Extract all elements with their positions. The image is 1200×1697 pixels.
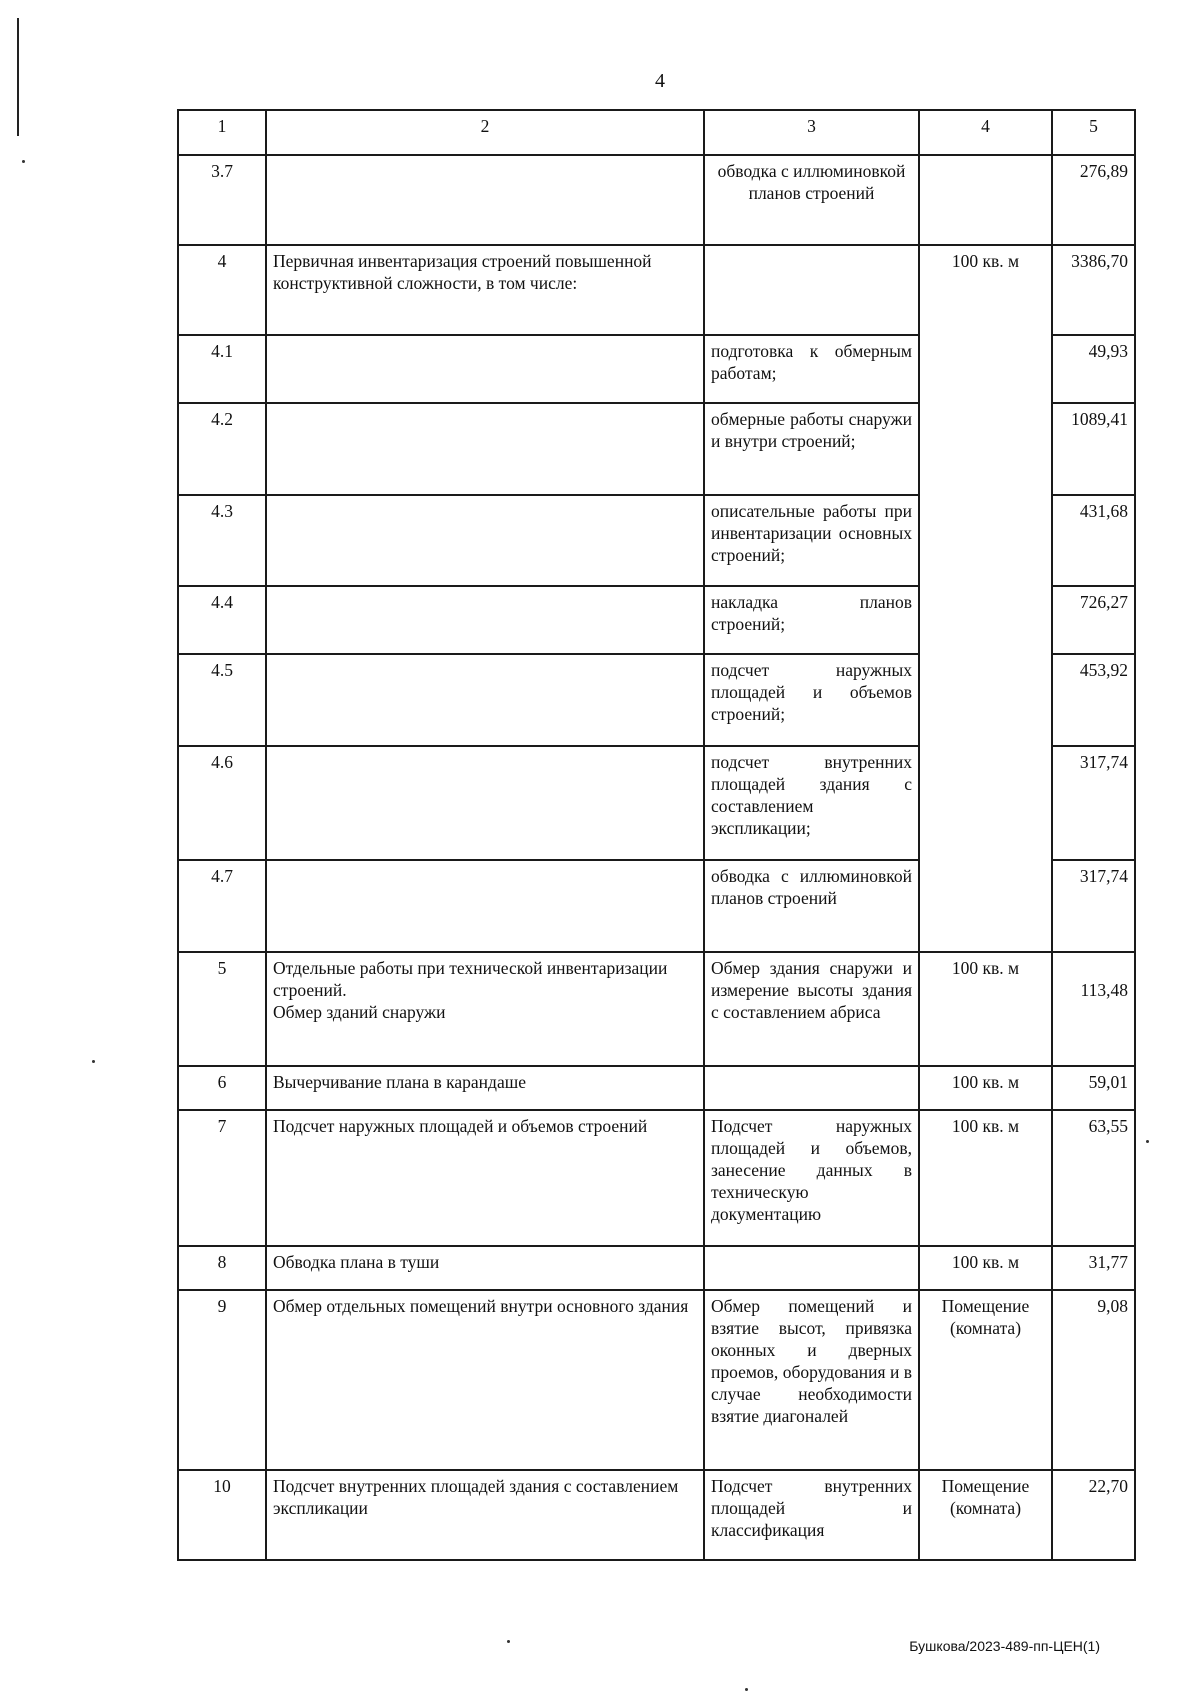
row-price: 113,48 (1052, 952, 1135, 1066)
row-name (266, 860, 704, 952)
row-number: 10 (178, 1470, 266, 1560)
row-price: 431,68 (1052, 495, 1135, 586)
row-price: 31,77 (1052, 1246, 1135, 1290)
row-name (266, 654, 704, 746)
row-number: 4.7 (178, 860, 266, 952)
scan-speck (745, 1688, 748, 1691)
column-header: 5 (1052, 110, 1135, 155)
row-unit: 100 кв. м (919, 1066, 1052, 1110)
table-row (178, 245, 1135, 335)
scan-speck (1146, 1140, 1149, 1143)
row-name (266, 746, 704, 860)
row-name-line: Обмер зданий снаружи (273, 1002, 446, 1022)
row-work: Обмер помещений и взятие высот, привязка оконных и дверных проемов, оборудования и в случае необходимости взятие диагоналей (704, 1290, 919, 1470)
row-price: 3386,70 (1052, 245, 1135, 335)
column-header: 3 (704, 110, 919, 155)
table-row (178, 1470, 1135, 1560)
row-number: 4.3 (178, 495, 266, 586)
row-number: 4.4 (178, 586, 266, 654)
row-number: 3.7 (178, 155, 266, 245)
row-work (704, 1246, 919, 1290)
row-work: подготовка к обмерным работам; (704, 335, 919, 403)
row-work: Подсчет наружных площадей и объемов, занесение данных в техническую документацию (704, 1110, 919, 1246)
table-row (178, 1110, 1135, 1246)
row-name: Подсчет внутренних площадей здания с составлением экспликации (266, 1470, 704, 1560)
row-name: Обмер отдельных помещений внутри основного здания (266, 1290, 704, 1470)
scan-speck (22, 160, 25, 163)
table-row (178, 1290, 1135, 1470)
row-name (266, 403, 704, 495)
row-work: накладка планов строений; (704, 586, 919, 654)
row-unit: Помещение (комната) (919, 1470, 1052, 1560)
row-price: 317,74 (1052, 746, 1135, 860)
row-number: 4.6 (178, 746, 266, 860)
row-name: Обводка плана в туши (266, 1246, 704, 1290)
row-number: 4 (178, 245, 266, 335)
row-name: Первичная инвентаризация строений повышенной конструктивной сложности, в том числе: (266, 245, 704, 335)
row-work: подсчет наружных площадей и объемов строений; (704, 654, 919, 746)
row-price: 22,70 (1052, 1470, 1135, 1560)
row-unit: 100 кв. м (919, 1110, 1052, 1246)
row-price: 63,55 (1052, 1110, 1135, 1246)
row-price: 49,93 (1052, 335, 1135, 403)
row-unit: 100 кв. м (919, 245, 1052, 952)
row-work: описательные работы при инвентаризации основных строений; (704, 495, 919, 586)
scan-speck (92, 1060, 95, 1063)
table-header-row (178, 110, 1135, 155)
column-header: 2 (266, 110, 704, 155)
row-unit: 100 кв. м (919, 952, 1052, 1066)
row-price: 9,08 (1052, 1290, 1135, 1470)
row-name: Вычерчивание плана в карандаше (266, 1066, 704, 1110)
row-work: обмерные работы снаружи и внутри строений; (704, 403, 919, 495)
row-work: Подсчет внутренних площадей и классификация (704, 1470, 919, 1560)
row-number: 4.5 (178, 654, 266, 746)
row-name: Подсчет наружных площадей и объемов строений (266, 1110, 704, 1246)
row-work: Обмер здания снаружи и измерение высоты здания с составлением абриса (704, 952, 919, 1066)
row-number: 6 (178, 1066, 266, 1110)
row-work: обводка с иллюминовкой планов строений (704, 860, 919, 952)
row-number: 4.1 (178, 335, 266, 403)
row-price: 726,27 (1052, 586, 1135, 654)
row-number: 5 (178, 952, 266, 1066)
row-number: 9 (178, 1290, 266, 1470)
table-row (178, 1066, 1135, 1110)
row-unit (919, 155, 1052, 245)
row-name (266, 495, 704, 586)
row-number: 7 (178, 1110, 266, 1246)
row-number: 8 (178, 1246, 266, 1290)
row-name (266, 155, 704, 245)
row-number: 4.2 (178, 403, 266, 495)
row-unit: 100 кв. м (919, 1246, 1052, 1290)
table-row (178, 155, 1135, 245)
row-name (266, 335, 704, 403)
row-name (266, 952, 704, 1066)
row-work: обводка с иллюминовкой планов строений (704, 155, 919, 245)
row-name (266, 586, 704, 654)
row-work: подсчет внутренних площадей здания с составлением экспликации; (704, 746, 919, 860)
table-row (178, 952, 1135, 1066)
row-price: 453,92 (1052, 654, 1135, 746)
scan-speck (507, 1640, 510, 1643)
row-price: 59,01 (1052, 1066, 1135, 1110)
row-name-line: Отдельные работы при технической инвентаризации строений. (273, 958, 668, 1000)
column-header: 1 (178, 110, 266, 155)
table-row (178, 1246, 1135, 1290)
column-header: 4 (919, 110, 1052, 155)
row-work (704, 1066, 919, 1110)
row-price: 1089,41 (1052, 403, 1135, 495)
row-price: 276,89 (1052, 155, 1135, 245)
row-work (704, 245, 919, 335)
row-price: 317,74 (1052, 860, 1135, 952)
price-table (177, 109, 1136, 1561)
page-number: 4 (655, 70, 665, 92)
row-unit: Помещение (комната) (919, 1290, 1052, 1470)
document-code: Бушкова/2023-489-пп-ЦЕН(1) (909, 1638, 1100, 1654)
